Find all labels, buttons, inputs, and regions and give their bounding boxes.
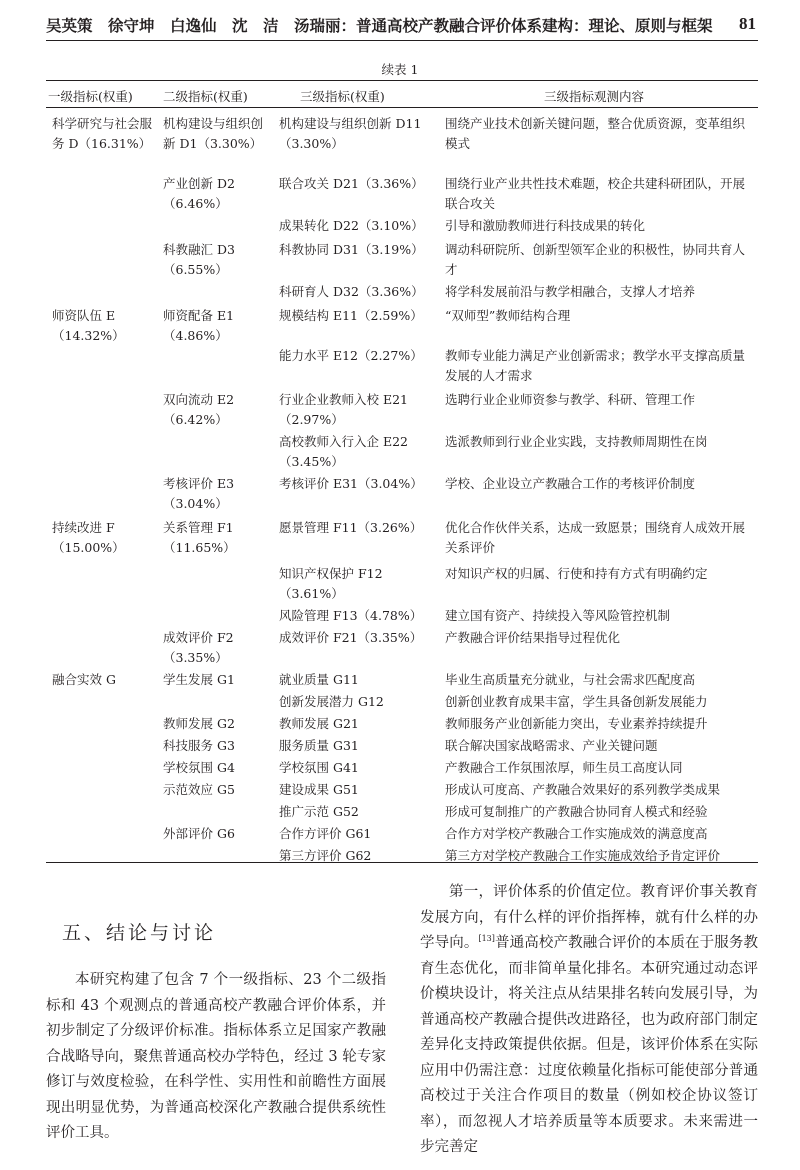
l3-cell: 学校氛围 G41 — [279, 760, 359, 775]
desc-cell: 优化合作伙伴关系，达成一致愿景；围绕育人成效开展关系评价 — [445, 520, 746, 555]
l3-cell: 创新发展潜力 G12 — [279, 694, 384, 709]
discussion-text-b: 普通高校产教融合评价的本质在于服务教育生态优化，而非简单量化排名。本研究通过动态评价模块设计，将关注点从结果排名转向发展引导，为普通高校产教融合提供改进路径，也为政府部门制定差异化支持政策提供依据。但是，该评价体系在实际应用中仍需注意：过度依赖量化指标可能使部分普通高校过于关注合作项目的数量（例如校企协议签订率），而忽视人才培养质量等本质要求。未来需进一步完善定 — [420, 935, 758, 1155]
desc-cell: 形成认可度高、产教融合效果好的系列教学类成果 — [445, 782, 721, 797]
l3-cell: 知识产权保护 F12（3.61%） — [279, 566, 383, 601]
desc-cell: 教师专业能力满足产业创新需求；教学水平支撑高质量发展的人才需求 — [445, 348, 746, 383]
l3-cell: 第三方评价 G62 — [279, 848, 372, 863]
l1-cell: 持续改进 F（15.00%） — [52, 520, 125, 555]
desc-cell: 教师服务产业创新能力突出，专业素养持续提升 — [445, 716, 708, 731]
col-header-desc: 三级指标观测内容 — [544, 89, 645, 104]
l3-cell: 建设成果 G51 — [279, 782, 359, 797]
l3-cell: 推广示范 G52 — [279, 804, 359, 819]
l3-cell: 风险管理 F13（4.78%） — [279, 608, 423, 623]
l2-cell: 科教融汇 D3（6.55%） — [163, 242, 235, 277]
l2-cell: 学校氛围 G4 — [163, 760, 235, 775]
desc-cell: 产教融合评价结果指导过程优化 — [445, 630, 621, 645]
l2-cell: 关系管理 F1（11.65%） — [163, 520, 236, 555]
col-header-l1: 一级指标(权重) — [48, 89, 133, 104]
l3-cell: 科教协同 D31（3.19%） — [279, 242, 424, 257]
desc-cell: 毕业生高质量充分就业，与社会需求匹配度高 — [445, 672, 696, 687]
desc-cell: 对知识产权的归属、行使和持有方式有明确约定 — [445, 566, 708, 581]
header-title: 吴英策 徐守坤 白逸仙 沈 洁 汤瑞丽：普通高校产教融合评价体系建构：理论、原则与框架 — [46, 16, 713, 35]
l2-cell: 考核评价 E3（3.04%） — [163, 476, 235, 511]
l1-cell: 师资队伍 E（14.32%） — [52, 308, 125, 343]
l2-cell: 师资配备 E1（4.86%） — [163, 308, 235, 343]
l2-cell: 科技服务 G3 — [163, 738, 235, 753]
l3-cell: 教师发展 G21 — [279, 716, 359, 731]
desc-cell: 联合解决国家战略需求、产业关键问题 — [445, 738, 658, 753]
header-rule — [46, 40, 758, 41]
desc-cell: 学校、企业设立产教融合工作的考核评价制度 — [445, 476, 696, 491]
l1-cell: 科学研究与社会服务 D（16.31%） — [52, 116, 153, 151]
desc-cell: 选聘行业企业师资参与教学、科研、管理工作 — [445, 392, 696, 407]
l3-cell: 服务质量 G31 — [279, 738, 359, 753]
desc-cell: 围绕产业技术创新关键问题，整合优质资源，变革组织模式 — [445, 116, 746, 151]
discussion-paragraph — [420, 880, 758, 1161]
desc-cell: “双师型”教师结构合理 — [445, 308, 571, 323]
l2-cell: 产业创新 D2（6.46%） — [163, 176, 235, 211]
page-number: 81 — [739, 14, 756, 33]
desc-cell: 形成可复制推广的产教融合协同育人模式和经验 — [445, 804, 708, 819]
table-header-rule — [46, 107, 758, 108]
l3-cell: 愿景管理 F11（3.26%） — [279, 520, 423, 535]
l2-cell: 双向流动 E2（6.42%） — [163, 392, 235, 427]
desc-cell: 创新创业教育成果丰富，学生具备创新发展能力 — [445, 694, 708, 709]
desc-cell: 建立国有资产、持续投入等风险管控机制 — [445, 608, 671, 623]
l3-cell: 考核评价 E31（3.04%） — [279, 476, 423, 491]
desc-cell: 调动科研院所、创新型领军企业的积极性，协同共育人才 — [445, 242, 746, 277]
desc-cell: 第三方对学校产教融合工作实施成效给予肯定评价 — [445, 848, 721, 863]
l2-cell: 机构建设与组织创新 D1（3.30%） — [163, 116, 264, 151]
table-caption: 续表 1 — [381, 62, 419, 77]
l2-cell: 成效评价 F2（3.35%） — [163, 630, 234, 665]
l3-cell: 联合攻关 D21（3.36%） — [279, 176, 424, 191]
section-title: 五、结论与讨论 — [62, 922, 217, 944]
col-header-l3: 三级指标(权重) — [300, 89, 385, 104]
l3-cell: 合作方评价 G61 — [279, 826, 372, 841]
running-header — [46, 8, 756, 38]
left-paragraph — [46, 968, 386, 1147]
l2-cell: 教师发展 G2 — [163, 716, 235, 731]
desc-cell: 合作方对学校产教融合工作实施成效的满意度高 — [445, 826, 708, 841]
conclusion-paragraph: 本研究构建了包含 7 个一级指标、23 个二级指标和 43 个观测点的普通高校产教融合评价体系，并初步制定了分级评价标准。指标体系立足国家产教融合战略导向，聚焦普通高校办学特色，经过 3 轮专家修订与效度检验，在科学性、实用性和前瞻性方面展现出明显优势，为普通高校深化产教融合提供系统性评价工具。 — [46, 972, 386, 1141]
l3-cell: 能力水平 E12（2.27%） — [279, 348, 423, 363]
discussion-text-a: 第一，评价体系的价值定位。教育评价事关教育发展方向，有什么样的评价指挥棒，就有什么样的办学导向。 — [420, 884, 758, 951]
desc-cell: 围绕行业产业共性技术难题，校企共建科研团队，开展联合攻关 — [445, 176, 746, 211]
desc-cell: 产教融合工作氛围浓厚，师生员工高度认同 — [445, 760, 683, 775]
l1-cell: 融合实效 G — [52, 672, 116, 687]
col-header-l2: 二级指标(权重) — [163, 89, 248, 104]
l3-cell: 机构建设与组织创新 D11（3.30%） — [279, 116, 422, 151]
citation-ref: [13] — [478, 934, 495, 944]
l2-cell: 学生发展 G1 — [163, 672, 235, 687]
l2-cell: 示范效应 G5 — [163, 782, 235, 797]
l3-cell: 就业质量 G11 — [279, 672, 359, 687]
desc-cell: 选派教师到行业企业实践，支持教师周期性在岗 — [445, 434, 708, 449]
l3-cell: 规模结构 E11（2.59%） — [279, 308, 423, 323]
l3-cell: 成效评价 F21（3.35%） — [279, 630, 423, 645]
l3-cell: 成果转化 D22（3.10%） — [279, 218, 424, 233]
l3-cell: 高校教师入行入企 E22（3.45%） — [279, 434, 409, 469]
desc-cell: 引导和激励教师进行科技成果的转化 — [445, 218, 646, 233]
l2-cell: 外部评价 G6 — [163, 826, 235, 841]
table-bottom-rule — [46, 862, 758, 863]
desc-cell: 将学科发展前沿与教学相融合，支撑人才培养 — [445, 284, 696, 299]
table-top-rule — [46, 80, 758, 81]
right-paragraph — [420, 880, 758, 1161]
l3-cell: 行业企业教师入校 E21（2.97%） — [279, 392, 409, 427]
l3-cell: 科研育人 D32（3.36%） — [279, 284, 424, 299]
